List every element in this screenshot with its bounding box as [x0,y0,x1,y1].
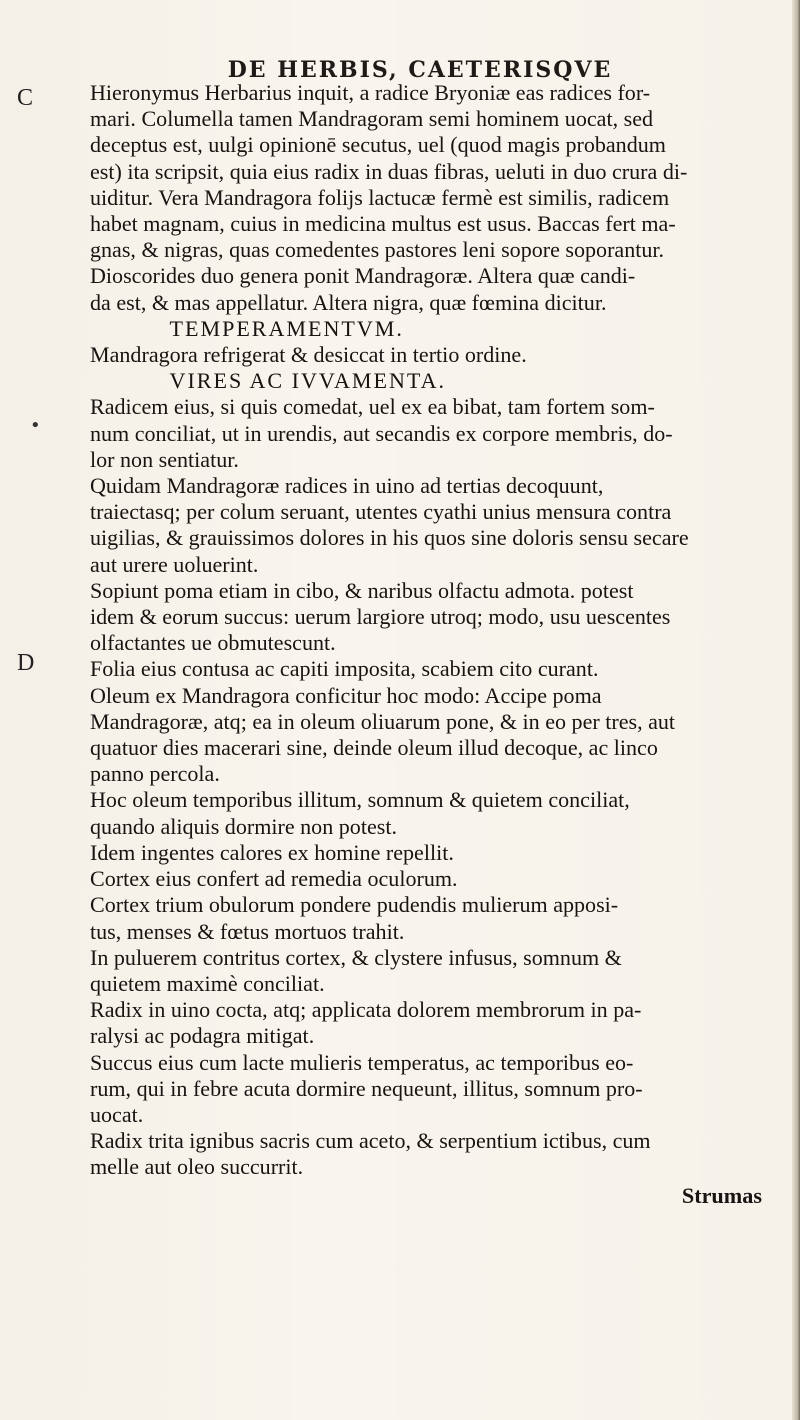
text-line: aut urere uoluerint. [90,551,259,577]
text-line: traiectasq; per colum seruant, utentes cyathi unius mensura contra [90,499,672,525]
page-edge [792,0,800,1420]
text-line: mari. Columella tamen Mandragoram semi hominem uocat, sed [90,106,654,132]
body-text [90,80,790,1209]
text-line: Hoc oleum temporibus illitum, somnum & quietem conciliat, [90,787,630,813]
text-line: tus, menses & fœtus mortuos trahit. [90,918,405,944]
text-line: Cortex eius confert ad remedia oculorum. [90,866,458,892]
text-line: Mandragoræ, atq; ea in oleum oliuarum pone, & in eo per tres, aut [90,708,676,734]
text-line: deceptus est, uulgi opinionē secutus, uel (quod magis probandum [90,132,666,158]
text-line: idem & eorum succus: uerum largiore utroq; modo, usu uescentes [90,604,671,630]
text-line: Radix in uino cocta, atq; applicata dolorem membrorum in pa- [90,997,642,1023]
text-line: da est, & mas appellatur. Altera nigra, quæ fœmina dicitur. [90,289,607,315]
text-line: Folia eius contusa ac capiti imposita, scabiem cito curant. [90,656,599,682]
section-heading: TEMPERAMENTVM. [169,315,404,341]
text-line: Radicem eius, si quis comedat, uel ex ea bibat, tam fortem som- [90,394,655,420]
text-line: panno percola. [90,761,220,787]
text-line: est) ita scripsit, quia eius radix in duas fibras, ueluti in duo crura di- [90,158,688,184]
text-line: quando aliquis dormire non potest. [90,813,397,839]
catchword: Strumas [681,1182,762,1208]
text-line: Succus eius cum lacte mulieris temperatus, ac temporibus eo- [90,1049,634,1075]
text-line: Hieronymus Herbarius inquit, a radice Bryoniæ eas radices for- [90,80,651,105]
text-line: quatuor dies macerari sine, deinde oleum illud decoque, ac linco [90,735,658,761]
margin-bullet: • [30,415,41,436]
text-line: habet magnam, cuius in medicina multus est usus. Baccas fert ma- [90,211,676,237]
running-head: DE HERBIS, CAETERISQVE [227,57,613,83]
text-line: Radix trita ignibus sacris cum aceto, & serpentium ictibus, cum [90,1128,651,1154]
text-line: Sopiunt poma etiam in cibo, & naribus olfactu admota. potest [90,577,634,603]
text-line: Mandragora refrigerat & desiccat in tertio ordine. [90,342,527,368]
text-line: melle aut oleo succurrit. [90,1154,304,1180]
margin-letter-d: D [17,650,35,676]
text-line: uocat. [90,1101,144,1127]
text-line: olfactantes ue obmutescunt. [90,630,336,656]
text-line: uiditur. Vera Mandragora folijs lactucæ fermè est similis, radicem [90,184,670,210]
text-line: Quidam Mandragoræ radices in uino ad tertias decoquunt, [90,473,604,499]
text-line: rum, qui in febre acuta dormire nequeunt, illitus, somnum pro- [90,1075,643,1101]
text-line: lor non sentiatur. [90,446,239,472]
text-line: Dioscorides duo genera ponit Mandragoræ. Altera quæ candi- [90,263,636,289]
text-line: num conciliat, ut in urendis, aut secandis ex corpore membris, do- [90,420,673,446]
text-line: Oleum ex Mandragora conficitur hoc modo: Accipe poma [90,682,602,708]
text-line: Cortex trium obulorum pondere pudendis mulierum apposi- [90,892,619,918]
text-line: ralysi ac podagra mitigat. [90,1023,315,1049]
section-heading: VIRES AC IVVAMENTA. [169,368,447,394]
text-line: Idem ingentes calores ex homine repellit. [90,839,454,865]
margin-letter-c: C [17,85,34,111]
text-line: gnas, & nigras, quas comedentes pastores leni sopore soporantur. [90,237,665,263]
text-line: uigilias, & grauissimos dolores in his quos sine doloris sensu secare [90,525,689,551]
text-line: quietem maximè conciliat. [90,970,325,996]
text-line: In puluerem contritus cortex, & clystere infusus, somnum & [90,944,622,970]
